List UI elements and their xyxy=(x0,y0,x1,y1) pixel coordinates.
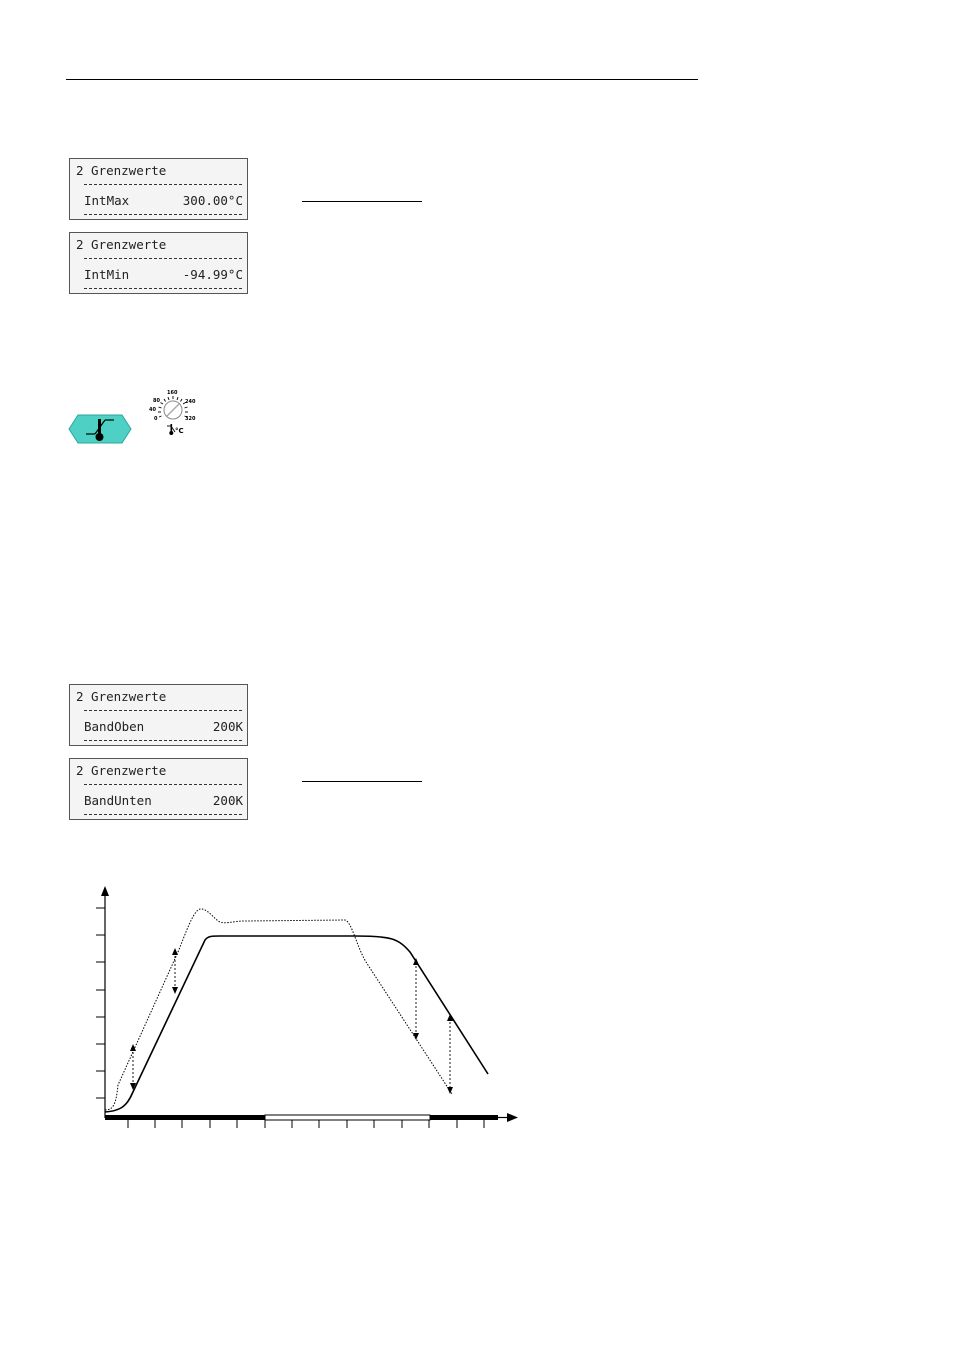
dial-tick-label: 160 xyxy=(167,390,178,396)
dial-unit: °C xyxy=(175,427,184,435)
dial-tick-label: 320 xyxy=(185,416,196,422)
setpoint-curve xyxy=(105,936,488,1112)
lcd-label: BandOben xyxy=(84,719,145,734)
band-limit-diagram xyxy=(60,880,530,1130)
thermometer-glyph-icon xyxy=(167,424,175,435)
lcd-label: BandUnten xyxy=(84,793,152,808)
short-rule xyxy=(302,781,422,782)
lcd-value: 200K xyxy=(212,719,243,734)
lcd-title: 2 Grenzwerte xyxy=(76,763,167,778)
lcd-dash-line xyxy=(84,184,242,185)
x-axis xyxy=(105,1113,518,1128)
lcd-label: IntMin xyxy=(84,267,130,282)
actual-curve xyxy=(105,909,452,1110)
lcd-display-intmin xyxy=(69,232,248,294)
lcd-dash-line xyxy=(84,740,242,741)
lcd-dash-line xyxy=(84,258,242,259)
thermometer-hexagon-icon xyxy=(68,414,132,444)
arrow-heads xyxy=(130,948,453,1094)
lcd-display-intmax xyxy=(69,158,248,220)
lcd-value: -94.99°C xyxy=(182,267,243,282)
dial-tick-label: 80 xyxy=(153,398,160,404)
header-rule xyxy=(66,79,698,80)
lcd-value: 200K xyxy=(212,793,243,808)
band-arrows xyxy=(133,952,450,1090)
dial-tick-label: 40 xyxy=(149,407,156,413)
lcd-title: 2 Grenzwerte xyxy=(76,237,167,252)
lcd-value: 300.00°C xyxy=(182,193,243,208)
y-axis xyxy=(96,886,109,1118)
lcd-dash-line xyxy=(84,288,242,289)
dial-tick-label: 240 xyxy=(185,399,196,405)
lcd-label: IntMax xyxy=(84,193,130,208)
lcd-title: 2 Grenzwerte xyxy=(76,689,167,704)
lcd-dash-line xyxy=(84,214,242,215)
lcd-dash-line xyxy=(84,814,242,815)
temperature-dial-icon xyxy=(148,388,198,438)
lcd-display-bandoben xyxy=(69,684,248,746)
dial-tick-label: 0 xyxy=(154,416,158,422)
short-rule xyxy=(302,201,422,202)
lcd-title: 2 Grenzwerte xyxy=(76,163,167,178)
lcd-dash-line xyxy=(84,710,242,711)
lcd-display-banduntten xyxy=(69,758,248,820)
lcd-dash-line xyxy=(84,784,242,785)
